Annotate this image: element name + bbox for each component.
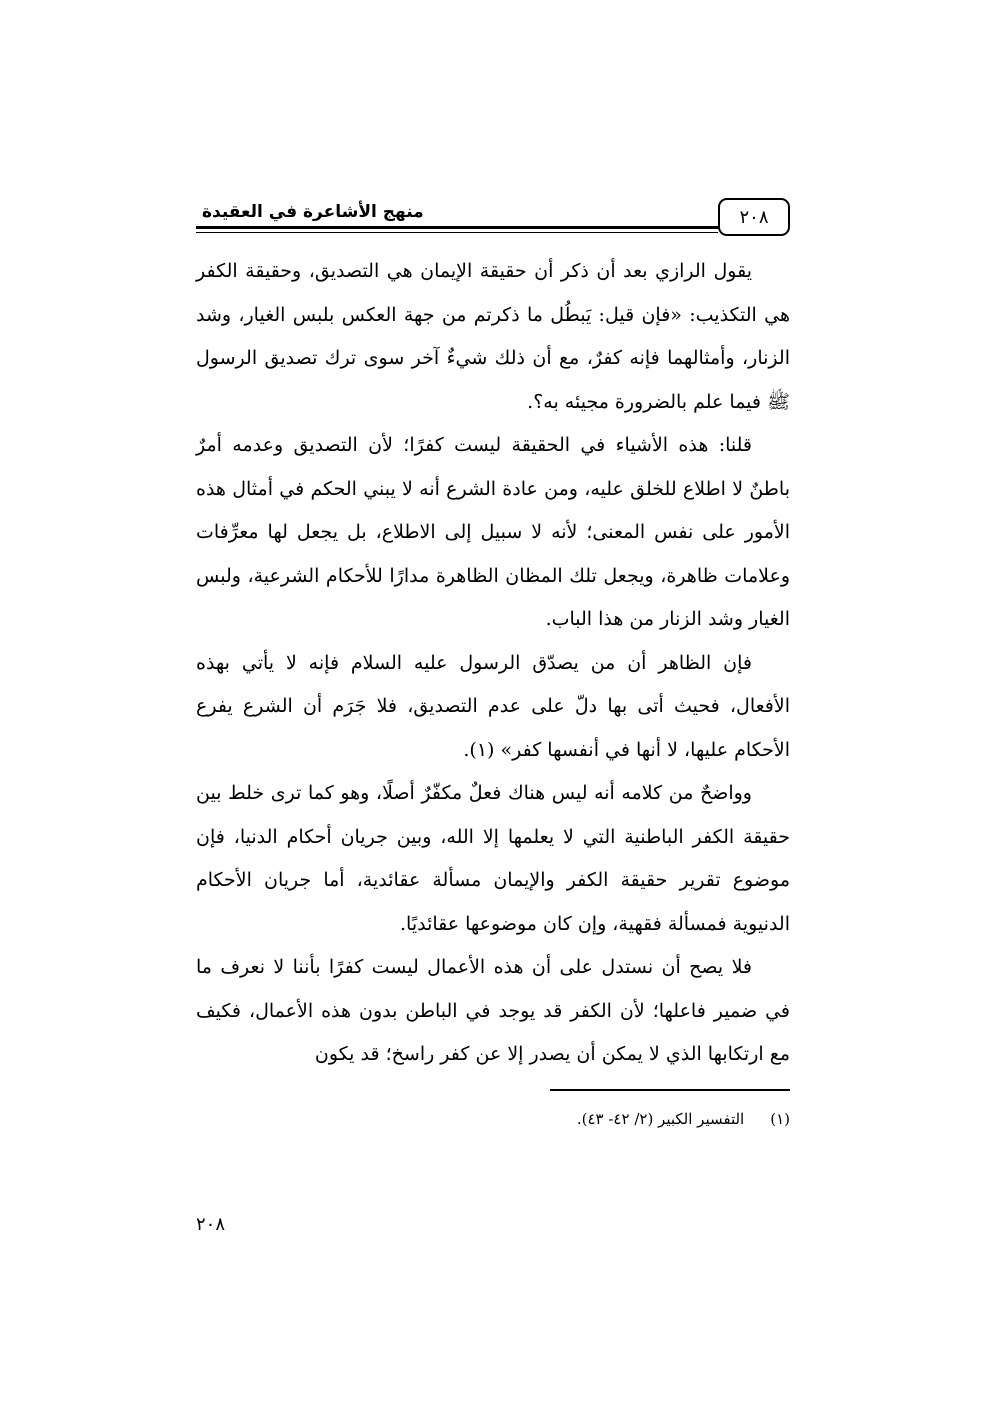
header-page-number: ٢٠٨ xyxy=(718,198,790,236)
paragraph-3: فإن الظاهر أن من يصدّق الرسول عليه السلام فإنه لا يأتي بهذه الأفعال، فحيث أتى بها دلّ على عدم التصديق، فلا جَرَم أن الشرع يفرع الأحكام عليها، لا أنها في أنفسها كفر» (١). xyxy=(196,651,790,761)
paragraph-4: وواضحٌ من كلامه أنه ليس هناك فعلٌ مكفّرٌ أصلًا، وهو كما ترى خلط بين حقيقة الكفر الباطنية التي لا يعلمها إلا الله، وبين جريان أحكام الدنيا، فإن موضوع تقرير حقيقة الكفر والإيمان مسألة عقائدية، أما جريان الأحكام الدنيوية فمسألة فقهية، وإن كان موضوعها عقائديًا. xyxy=(196,782,790,935)
paragraph-5: فلا يصح أن نستدل على أن هذه الأعمال ليست كفرًا بأننا لا نعرف ما في ضمير فاعلها؛ لأن الكفر قد يوجد في الباطن بدون هذه الأعمال، فكيف مع ارتكابها الذي لا يمكن أن يصدر إلا عن كفر راسخ؛ قد يكون xyxy=(196,956,790,1065)
main-text xyxy=(196,250,790,1077)
footnote-text: التفسير الكبير (٢/ ٤٢- ٤٣). xyxy=(576,1110,745,1128)
paragraph-1: يقول الرازي بعد أن ذكر أن حقيقة الإيمان هي التصديق، وحقيقة الكفر هي التكذيب: «فإن قيل: يَبطُل ما ذكرتم من جهة العكس بلبس الغيار، وشد الزنار، وأمثالهما فإنه كفرٌ، مع أن ذلك شيءٌ آخر سوى ترك تصديق الرسول ﷺ فيما علم بالضرورة مجيئه به؟. xyxy=(196,260,790,413)
paragraph-2: قلنا: هذه الأشياء في الحقيقة ليست كفرًا؛ لأن التصديق وعدمه أمرٌ باطنٌ لا اطلاع للخلق عليه، ومن عادة الشرع أنه لا يبني الحكم في أمثال هذه الأمور على نفس المعنى؛ لأنه لا سبيل إلى الاطلاع، بل يجعل لها معرِّفات وعلامات ظاهرة، ويجعل تلك المظان الظاهرة مدارًا للأحكام الشرعية، ولبس الغيار وشد الزنار من هذا الباب. xyxy=(196,434,791,630)
footnote-number: (١) xyxy=(770,1110,790,1128)
footnote xyxy=(400,1110,790,1128)
footer-page-number: ٢٠٨ xyxy=(196,1214,226,1235)
header-rule-thin xyxy=(196,232,718,233)
header-rule-thick xyxy=(196,226,718,229)
page-header xyxy=(196,198,790,238)
footnote-separator xyxy=(550,1089,790,1091)
running-head-title: منهج الأشاعرة في العقيدة xyxy=(202,202,424,222)
